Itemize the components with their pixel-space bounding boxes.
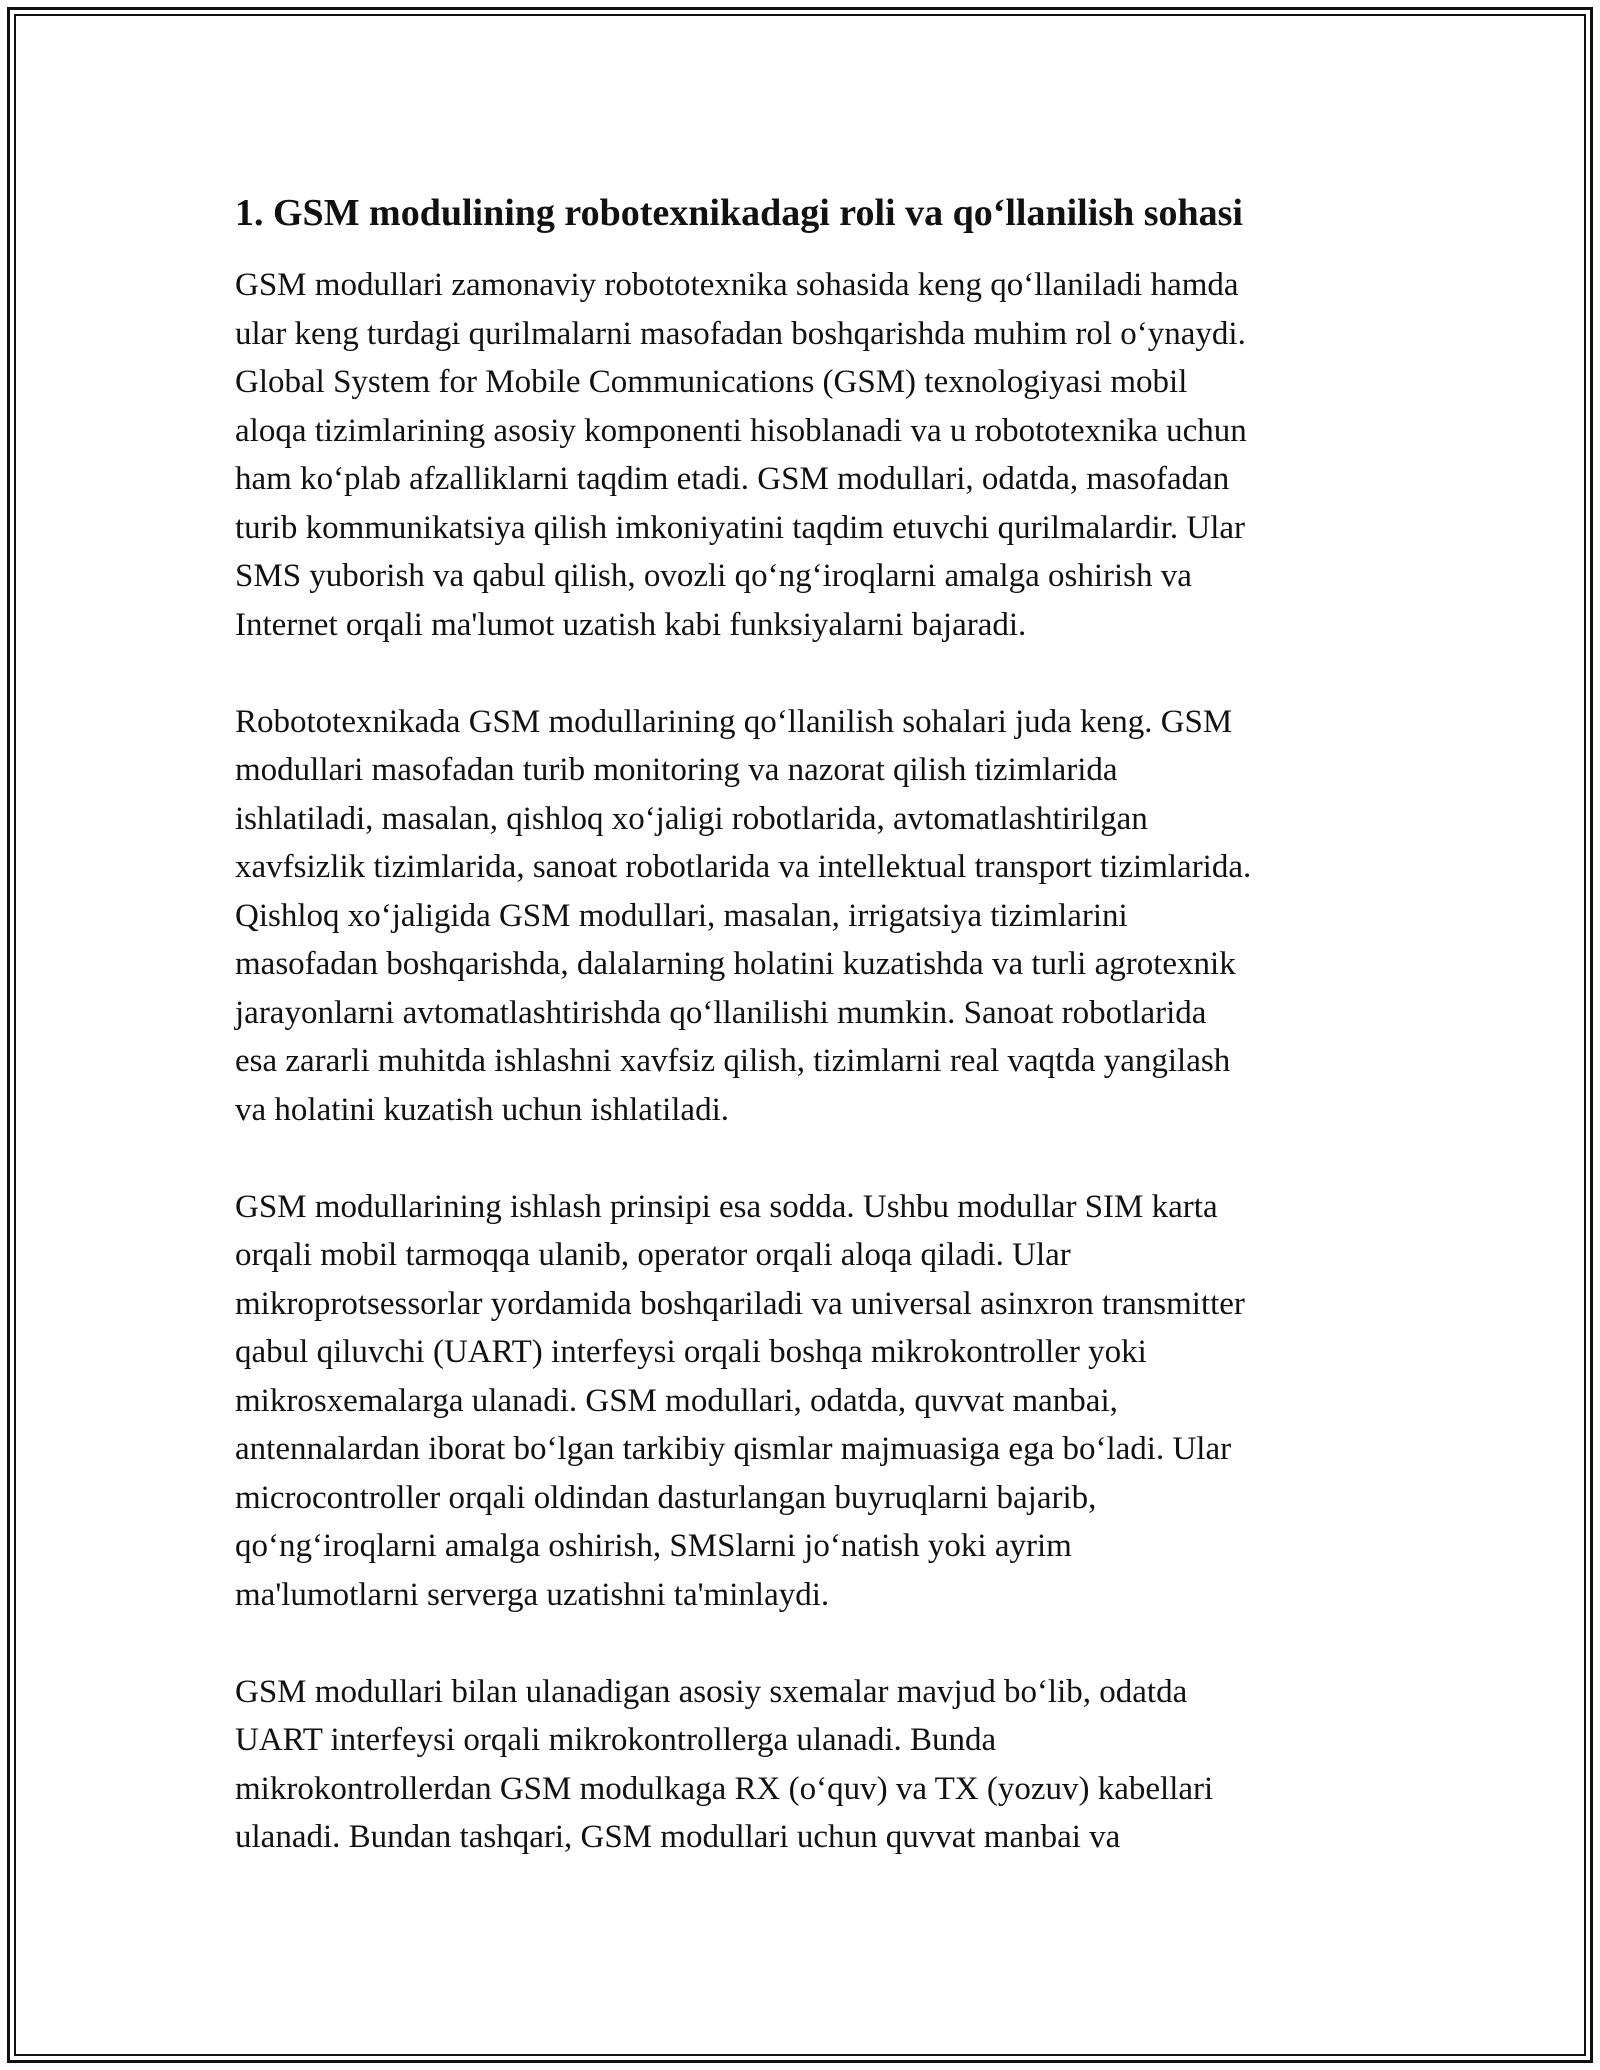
paragraph-line: Qishloq xo‘jaligida GSM modullari, masalan, irrigatsiya tizimlarini [235,897,1128,934]
paragraph-line: ulanadi. Bundan tashqari, GSM modullari uchun quvvat manbai va [235,1819,1121,1855]
paragraph-line: va holatini kuzatish uchun ishlatiladi. [235,1091,729,1128]
paragraph-line: UART interfeysi orqali mikrokontrollerga ulanadi. Bunda [235,1722,997,1758]
paragraph-line: ular keng turdagi qurilmalarni masofadan boshqarishda muhim rol o‘ynaydi. [235,315,1246,352]
paragraph-2 [235,698,1365,1135]
paragraph-line: xavfsizlik tizimlarida, sanoat robotlarida va intellektual transport tizimlarida. [235,849,1252,885]
paragraph-line: GSM modullari bilan ulanadigan asosiy sxemalar mavjud bo‘lib, odatda [235,1673,1188,1710]
paragraph-line: qo‘ng‘iroqlarni amalga oshirish, SMSlarni jo‘natish yoki ayrim [235,1528,1072,1564]
paragraph-line: mikroprotsessorlar yordamida boshqariladi va universal asinxron transmitter [235,1285,1245,1322]
paragraph-4 [235,1668,1365,1862]
section-title: 1. GSM modulining robotexnikadagi roli va qo‘llanilish sohasi [235,192,1243,234]
document-body [235,185,1365,1910]
paragraph-line: mikrosxemalarga ulanadi. GSM modullari, odatda, quvvat manbai, [235,1382,1118,1419]
paragraph-line: modullari masofadan turib monitoring va nazorat qilish tizimlarida [235,752,1118,788]
paragraph-line: ishlatiladi, masalan, qishloq xo‘jaligi robotlarida, avtomatlashtirilgan [235,800,1148,837]
paragraph-line: Global System for Mobile Communications (GSM) texnologiyasi mobil [235,364,1188,400]
paragraph-line: turib kommunikatsiya qilish imkoniyatini taqdim etuvchi qurilmalardir. Ular [235,509,1246,546]
paragraph-line: antennalardan iborat bo‘lgan tarkibiy qismlar majmuasiga ega bo‘ladi. Ular [235,1431,1232,1467]
paragraph-line: ham ko‘plab afzalliklarni taqdim etadi. GSM modullari, odatda, masofadan [235,461,1230,497]
paragraph-3 [235,1183,1365,1620]
paragraph-line: jarayonlarni avtomatlashtirishda qo‘llanilishi mumkin. Sanoat robotlarida [235,994,1207,1031]
paragraph-line: Internet orqali ma'lumot uzatish kabi funksiyalarni bajaradi. [235,606,1027,643]
paragraph-line: GSM modullari zamonaviy robototexnika sohasida keng qo‘llaniladi hamda [235,267,1239,303]
paragraph-line: mikrokontrollerdan GSM modulkaga RX (o‘quv) va TX (yozuv) kabellari [235,1770,1214,1807]
paragraph-line: aloqa tizimlarining asosiy komponenti hisoblanadi va u robototexnika uchun [235,412,1247,449]
paragraph-line: Robototexnikada GSM modullarining qo‘llanilish sohalari juda keng. GSM [235,703,1233,740]
paragraph-line: orqali mobil tarmoqqa ulanib, operator orqali aloqa qiladi. Ular [235,1237,1071,1273]
paragraph-line: GSM modullarining ishlash prinsipi esa sodda. Ushbu modullar SIM karta [235,1188,1218,1225]
paragraph-line: esa zararli muhitda ishlashni xavfsiz qilish, tizimlarni real vaqtda yangilash [235,1043,1231,1079]
paragraph-line: ma'lumotlarni serverga uzatishni ta'minlaydi. [235,1576,830,1613]
paragraph-line: qabul qiluvchi (UART) interfeysi orqali boshqa mikrokontroller yoki [235,1334,1147,1370]
paragraph-line: masofadan boshqarishda, dalalarning holatini kuzatishda va turli agrotexnik [235,946,1236,982]
paragraph-line: microcontroller orqali oldindan dasturlangan buyruqlarni bajarib, [235,1479,1097,1516]
paragraph-1 [235,261,1365,649]
paragraph-line: SMS yuborish va qabul qilish, ovozli qo‘ng‘iroqlarni amalga oshirish va [235,558,1192,594]
